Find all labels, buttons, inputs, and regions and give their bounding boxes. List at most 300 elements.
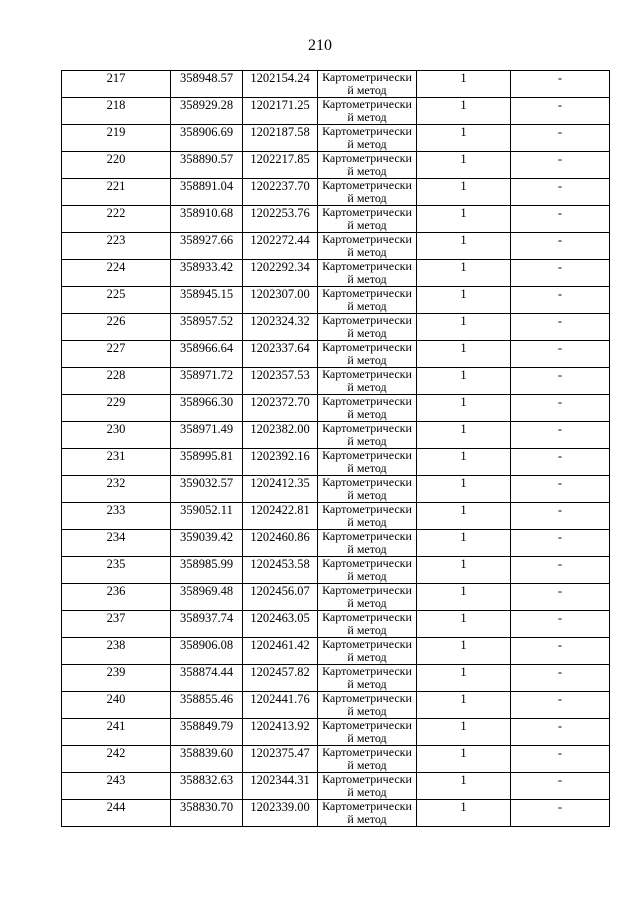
y-coordinate-cell	[243, 179, 318, 206]
method-cell-text: Картометрически й метод	[322, 772, 412, 799]
point-number-cell-text: 223	[106, 233, 126, 247]
point-number-cell-text: 229	[106, 395, 126, 409]
accuracy-cell-text: 1	[460, 206, 467, 220]
point-number-cell-text: 238	[106, 638, 126, 652]
accuracy-cell	[417, 98, 511, 125]
point-number-cell-text: 224	[106, 260, 126, 274]
method-cell-text: Картометрически й метод	[322, 313, 412, 340]
x-coordinate-cell-text: 358971.49	[179, 422, 234, 436]
table-row	[62, 314, 610, 341]
y-coordinate-cell	[243, 638, 318, 665]
point-number-cell	[62, 800, 171, 827]
note-cell-text: -	[557, 179, 563, 193]
point-number-cell	[62, 233, 171, 260]
note-cell	[511, 530, 610, 557]
point-number-cell	[62, 530, 171, 557]
method-cell	[318, 395, 417, 422]
accuracy-cell-text: 1	[460, 719, 467, 733]
accuracy-cell-text: 1	[460, 530, 467, 544]
point-number-cell	[62, 773, 171, 800]
x-coordinate-cell-text: 358906.08	[179, 638, 234, 652]
note-cell-text: -	[557, 692, 563, 706]
note-cell-text: -	[557, 530, 563, 544]
note-cell	[511, 71, 610, 98]
method-cell-text: Картометрически й метод	[322, 475, 412, 502]
x-coordinate-cell	[171, 746, 243, 773]
accuracy-cell	[417, 665, 511, 692]
note-cell	[511, 287, 610, 314]
y-coordinate-cell	[243, 395, 318, 422]
point-number-cell-text: 218	[106, 98, 126, 112]
x-coordinate-cell	[171, 341, 243, 368]
accuracy-cell-text: 1	[460, 449, 467, 463]
point-number-cell-text: 221	[106, 179, 126, 193]
point-number-cell	[62, 638, 171, 665]
note-cell-text: -	[557, 71, 563, 85]
method-cell-text: Картометрически й метод	[322, 691, 412, 718]
y-coordinate-cell	[243, 341, 318, 368]
y-coordinate-cell-text: 1202463.05	[250, 611, 310, 625]
y-coordinate-cell	[243, 233, 318, 260]
method-cell	[318, 125, 417, 152]
y-coordinate-cell	[243, 476, 318, 503]
method-cell-text: Картометрически й метод	[322, 718, 412, 745]
point-number-cell-text: 244	[106, 800, 126, 814]
table-row	[62, 98, 610, 125]
point-number-cell	[62, 287, 171, 314]
y-coordinate-cell-text: 1202337.64	[250, 341, 310, 355]
accuracy-cell-text: 1	[460, 800, 467, 814]
x-coordinate-cell	[171, 503, 243, 530]
table-row	[62, 800, 610, 827]
table-row	[62, 665, 610, 692]
note-cell	[511, 422, 610, 449]
point-number-cell	[62, 341, 171, 368]
point-number-cell-text: 235	[106, 557, 126, 571]
note-cell	[511, 773, 610, 800]
coordinates-table-body	[62, 71, 610, 827]
x-coordinate-cell-text: 359039.42	[179, 530, 234, 544]
y-coordinate-cell-text: 1202307.00	[250, 287, 310, 301]
method-cell-text: Картометрически й метод	[322, 664, 412, 691]
x-coordinate-cell-text: 358929.28	[179, 98, 234, 112]
x-coordinate-cell	[171, 233, 243, 260]
note-cell	[511, 179, 610, 206]
y-coordinate-cell	[243, 71, 318, 98]
point-number-cell	[62, 206, 171, 233]
table-row	[62, 719, 610, 746]
accuracy-cell-text: 1	[460, 287, 467, 301]
point-number-cell-text: 220	[106, 152, 126, 166]
y-coordinate-cell	[243, 314, 318, 341]
note-cell-text: -	[557, 557, 563, 571]
point-number-cell	[62, 584, 171, 611]
y-coordinate-cell	[243, 206, 318, 233]
x-coordinate-cell	[171, 773, 243, 800]
x-coordinate-cell	[171, 206, 243, 233]
note-cell	[511, 557, 610, 584]
point-number-cell	[62, 422, 171, 449]
method-cell-text: Картометрически й метод	[322, 502, 412, 529]
method-cell-text: Картометрически й метод	[322, 232, 412, 259]
x-coordinate-cell	[171, 422, 243, 449]
y-coordinate-cell-text: 1202237.70	[250, 179, 310, 193]
note-cell	[511, 314, 610, 341]
method-cell	[318, 422, 417, 449]
y-coordinate-cell-text: 1202461.42	[250, 638, 310, 652]
note-cell	[511, 341, 610, 368]
method-cell-text: Картометрически й метод	[322, 124, 412, 151]
y-coordinate-cell	[243, 125, 318, 152]
accuracy-cell	[417, 584, 511, 611]
x-coordinate-cell	[171, 719, 243, 746]
method-cell	[318, 368, 417, 395]
note-cell-text: -	[557, 638, 563, 652]
y-coordinate-cell	[243, 503, 318, 530]
point-number-cell-text: 226	[106, 314, 126, 328]
accuracy-cell	[417, 638, 511, 665]
accuracy-cell	[417, 422, 511, 449]
x-coordinate-cell-text: 358910.68	[179, 206, 234, 220]
y-coordinate-cell	[243, 422, 318, 449]
accuracy-cell	[417, 557, 511, 584]
point-number-cell-text: 230	[106, 422, 126, 436]
note-cell	[511, 746, 610, 773]
x-coordinate-cell-text: 358933.42	[179, 260, 234, 274]
x-coordinate-cell-text: 358906.69	[179, 125, 234, 139]
x-coordinate-cell-text: 358927.66	[179, 233, 234, 247]
accuracy-cell-text: 1	[460, 395, 467, 409]
x-coordinate-cell	[171, 692, 243, 719]
x-coordinate-cell	[171, 665, 243, 692]
method-cell-text: Картометрически й метод	[322, 205, 412, 232]
note-cell-text: -	[557, 125, 563, 139]
method-cell	[318, 287, 417, 314]
method-cell-text: Картометрически й метод	[322, 556, 412, 583]
accuracy-cell	[417, 179, 511, 206]
table-row	[62, 449, 610, 476]
x-coordinate-cell-text: 358890.57	[179, 152, 234, 166]
method-cell	[318, 665, 417, 692]
y-coordinate-cell-text: 1202187.58	[250, 125, 310, 139]
x-coordinate-cell	[171, 638, 243, 665]
x-coordinate-cell	[171, 98, 243, 125]
note-cell-text: -	[557, 800, 563, 814]
accuracy-cell-text: 1	[460, 314, 467, 328]
y-coordinate-cell	[243, 773, 318, 800]
x-coordinate-cell	[171, 368, 243, 395]
method-cell	[318, 503, 417, 530]
accuracy-cell	[417, 449, 511, 476]
accuracy-cell	[417, 206, 511, 233]
y-coordinate-cell-text: 1202357.53	[250, 368, 310, 382]
y-coordinate-cell	[243, 800, 318, 827]
note-cell	[511, 503, 610, 530]
point-number-cell	[62, 557, 171, 584]
note-cell-text: -	[557, 368, 563, 382]
accuracy-cell-text: 1	[460, 638, 467, 652]
table-row	[62, 503, 610, 530]
y-coordinate-cell-text: 1202339.00	[250, 800, 310, 814]
note-cell	[511, 611, 610, 638]
method-cell	[318, 746, 417, 773]
note-cell-text: -	[557, 98, 563, 112]
x-coordinate-cell-text: 358855.46	[179, 692, 234, 706]
table-row	[62, 638, 610, 665]
y-coordinate-cell	[243, 692, 318, 719]
accuracy-cell-text: 1	[460, 773, 467, 787]
note-cell-text: -	[557, 341, 563, 355]
point-number-cell	[62, 719, 171, 746]
y-coordinate-cell-text: 1202344.31	[250, 773, 310, 787]
note-cell	[511, 692, 610, 719]
note-cell-text: -	[557, 503, 563, 517]
y-coordinate-cell-text: 1202324.32	[250, 314, 310, 328]
table-row	[62, 233, 610, 260]
y-coordinate-cell-text: 1202382.00	[250, 422, 310, 436]
table-row	[62, 287, 610, 314]
point-number-cell	[62, 503, 171, 530]
point-number-cell	[62, 368, 171, 395]
table-row	[62, 206, 610, 233]
method-cell	[318, 719, 417, 746]
y-coordinate-cell-text: 1202457.82	[250, 665, 310, 679]
y-coordinate-cell	[243, 665, 318, 692]
accuracy-cell-text: 1	[460, 260, 467, 274]
point-number-cell-text: 243	[106, 773, 126, 787]
x-coordinate-cell-text: 358957.52	[179, 314, 234, 328]
y-coordinate-cell-text: 1202413.92	[250, 719, 310, 733]
method-cell-text: Картометрически й метод	[322, 259, 412, 286]
method-cell	[318, 773, 417, 800]
note-cell	[511, 368, 610, 395]
accuracy-cell	[417, 152, 511, 179]
accuracy-cell	[417, 395, 511, 422]
method-cell-text: Картометрически й метод	[322, 637, 412, 664]
x-coordinate-cell	[171, 314, 243, 341]
accuracy-cell-text: 1	[460, 179, 467, 193]
point-number-cell-text: 234	[106, 530, 126, 544]
table-row	[62, 395, 610, 422]
note-cell	[511, 638, 610, 665]
note-cell-text: -	[557, 260, 563, 274]
x-coordinate-cell	[171, 152, 243, 179]
note-cell	[511, 260, 610, 287]
accuracy-cell	[417, 746, 511, 773]
y-coordinate-cell	[243, 98, 318, 125]
accuracy-cell-text: 1	[460, 233, 467, 247]
x-coordinate-cell-text: 358948.57	[179, 71, 234, 85]
x-coordinate-cell	[171, 449, 243, 476]
y-coordinate-cell-text: 1202412.35	[250, 476, 310, 490]
y-coordinate-cell-text: 1202392.16	[250, 449, 310, 463]
y-coordinate-cell-text: 1202441.76	[250, 692, 310, 706]
point-number-cell-text: 240	[106, 692, 126, 706]
y-coordinate-cell	[243, 557, 318, 584]
x-coordinate-cell	[171, 584, 243, 611]
x-coordinate-cell-text: 358966.30	[179, 395, 234, 409]
note-cell-text: -	[557, 395, 563, 409]
x-coordinate-cell-text: 358937.74	[179, 611, 234, 625]
method-cell-text: Картометрически й метод	[322, 178, 412, 205]
point-number-cell	[62, 476, 171, 503]
note-cell	[511, 206, 610, 233]
note-cell	[511, 800, 610, 827]
table-row	[62, 584, 610, 611]
y-coordinate-cell	[243, 449, 318, 476]
method-cell-text: Картометрически й метод	[322, 151, 412, 178]
y-coordinate-cell-text: 1202460.86	[250, 530, 310, 544]
accuracy-cell-text: 1	[460, 368, 467, 382]
point-number-cell-text: 217	[106, 71, 126, 85]
method-cell	[318, 152, 417, 179]
note-cell	[511, 233, 610, 260]
accuracy-cell-text: 1	[460, 557, 467, 571]
accuracy-cell-text: 1	[460, 476, 467, 490]
method-cell	[318, 557, 417, 584]
y-coordinate-cell	[243, 584, 318, 611]
accuracy-cell	[417, 773, 511, 800]
point-number-cell-text: 219	[106, 125, 126, 139]
point-number-cell-text: 231	[106, 449, 126, 463]
y-coordinate-cell-text: 1202171.25	[250, 98, 310, 112]
point-number-cell	[62, 152, 171, 179]
point-number-cell	[62, 71, 171, 98]
point-number-cell-text: 232	[106, 476, 126, 490]
point-number-cell-text: 239	[106, 665, 126, 679]
y-coordinate-cell-text: 1202154.24	[250, 71, 310, 85]
x-coordinate-cell-text: 358849.79	[179, 719, 234, 733]
accuracy-cell-text: 1	[460, 422, 467, 436]
point-number-cell-text: 241	[106, 719, 126, 733]
x-coordinate-cell-text: 358985.99	[179, 557, 234, 571]
x-coordinate-cell	[171, 287, 243, 314]
x-coordinate-cell	[171, 125, 243, 152]
note-cell	[511, 476, 610, 503]
point-number-cell	[62, 395, 171, 422]
accuracy-cell-text: 1	[460, 125, 467, 139]
note-cell	[511, 719, 610, 746]
x-coordinate-cell-text: 358839.60	[179, 746, 234, 760]
point-number-cell-text: 225	[106, 287, 126, 301]
x-coordinate-cell	[171, 611, 243, 638]
x-coordinate-cell	[171, 530, 243, 557]
table-row	[62, 179, 610, 206]
accuracy-cell	[417, 800, 511, 827]
y-coordinate-cell	[243, 611, 318, 638]
method-cell	[318, 71, 417, 98]
note-cell-text: -	[557, 665, 563, 679]
x-coordinate-cell-text: 358969.48	[179, 584, 234, 598]
accuracy-cell	[417, 287, 511, 314]
x-coordinate-cell	[171, 395, 243, 422]
note-cell	[511, 395, 610, 422]
y-coordinate-cell	[243, 260, 318, 287]
point-number-cell-text: 233	[106, 503, 126, 517]
method-cell-text: Картометрически й метод	[322, 97, 412, 124]
accuracy-cell	[417, 341, 511, 368]
x-coordinate-cell-text: 358945.15	[179, 287, 234, 301]
accuracy-cell	[417, 368, 511, 395]
table-row	[62, 341, 610, 368]
y-coordinate-cell-text: 1202217.85	[250, 152, 310, 166]
method-cell-text: Картометрически й метод	[322, 340, 412, 367]
x-coordinate-cell-text: 358891.04	[179, 179, 234, 193]
method-cell-text: Картометрически й метод	[322, 367, 412, 394]
y-coordinate-cell	[243, 152, 318, 179]
x-coordinate-cell-text: 358966.64	[179, 341, 234, 355]
note-cell-text: -	[557, 584, 563, 598]
table-row	[62, 773, 610, 800]
method-cell-text: Картометрически й метод	[322, 448, 412, 475]
accuracy-cell-text: 1	[460, 611, 467, 625]
accuracy-cell	[417, 476, 511, 503]
point-number-cell-text: 227	[106, 341, 126, 355]
point-number-cell-text: 222	[106, 206, 126, 220]
note-cell	[511, 152, 610, 179]
table-row	[62, 692, 610, 719]
note-cell	[511, 449, 610, 476]
method-cell	[318, 611, 417, 638]
y-coordinate-cell-text: 1202456.07	[250, 584, 310, 598]
table-row	[62, 557, 610, 584]
x-coordinate-cell-text: 358995.81	[179, 449, 234, 463]
method-cell	[318, 692, 417, 719]
note-cell-text: -	[557, 233, 563, 247]
method-cell-text: Картометрически й метод	[322, 799, 412, 826]
note-cell-text: -	[557, 449, 563, 463]
point-number-cell	[62, 314, 171, 341]
accuracy-cell	[417, 503, 511, 530]
accuracy-cell	[417, 233, 511, 260]
x-coordinate-cell	[171, 179, 243, 206]
point-number-cell	[62, 98, 171, 125]
accuracy-cell	[417, 719, 511, 746]
accuracy-cell-text: 1	[460, 692, 467, 706]
accuracy-cell-text: 1	[460, 152, 467, 166]
accuracy-cell-text: 1	[460, 746, 467, 760]
method-cell-text: Картометрически й метод	[322, 70, 412, 97]
method-cell-text: Картометрически й метод	[322, 394, 412, 421]
table-row	[62, 260, 610, 287]
y-coordinate-cell	[243, 746, 318, 773]
method-cell	[318, 341, 417, 368]
page-number: 210	[308, 37, 332, 54]
point-number-cell	[62, 746, 171, 773]
table-row	[62, 71, 610, 98]
x-coordinate-cell-text: 358874.44	[179, 665, 234, 679]
y-coordinate-cell	[243, 530, 318, 557]
note-cell	[511, 125, 610, 152]
table-row	[62, 611, 610, 638]
x-coordinate-cell	[171, 71, 243, 98]
method-cell	[318, 638, 417, 665]
accuracy-cell-text: 1	[460, 341, 467, 355]
y-coordinate-cell-text: 1202272.44	[250, 233, 310, 247]
y-coordinate-cell-text: 1202372.70	[250, 395, 310, 409]
method-cell-text: Картометрически й метод	[322, 610, 412, 637]
x-coordinate-cell	[171, 800, 243, 827]
point-number-cell	[62, 665, 171, 692]
table-row	[62, 152, 610, 179]
table-row	[62, 476, 610, 503]
note-cell-text: -	[557, 152, 563, 166]
table-row	[62, 422, 610, 449]
table-row	[62, 125, 610, 152]
method-cell	[318, 530, 417, 557]
x-coordinate-cell-text: 358971.72	[179, 368, 234, 382]
y-coordinate-cell-text: 1202253.76	[250, 206, 310, 220]
